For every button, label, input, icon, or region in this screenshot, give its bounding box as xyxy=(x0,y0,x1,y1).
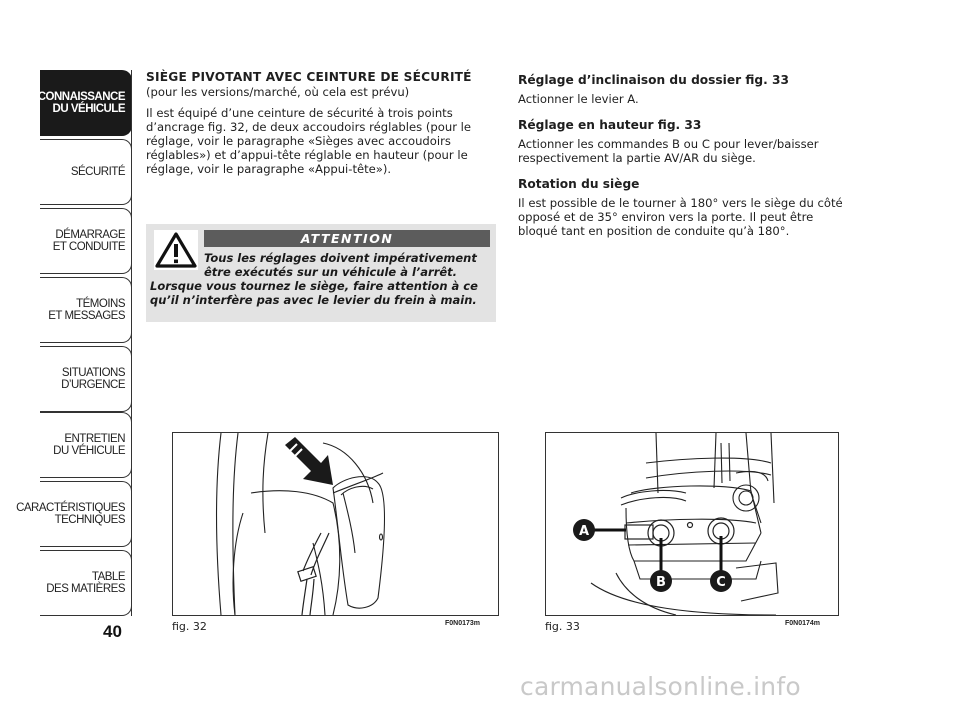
attention-title: ATTENTION xyxy=(204,230,490,247)
tab-caracteristiques-techniques[interactable]: CARACTÉRISTIQUES TECHNIQUES xyxy=(40,481,132,547)
label-c: C xyxy=(716,575,726,590)
heading-hauteur: Réglage en hauteur fig. 33 xyxy=(518,118,702,132)
tab-securite[interactable]: SÉCURITÉ xyxy=(40,139,132,205)
body-hauteur: Actionner les commandes B ou C pour lever/baisser respectivement la partie AV/AR du siège. xyxy=(518,137,819,165)
right-column xyxy=(518,73,854,245)
section-subtitle: (pour les versions/marché, où cela est prévu) xyxy=(146,85,410,99)
tab-demarrage-et-conduite[interactable]: DÉMARRAGE ET CONDUITE xyxy=(40,208,132,274)
figure-32 xyxy=(172,432,499,616)
tab-situations-urgence[interactable]: SITUATIONS D’URGENCE xyxy=(40,346,132,412)
tab-entretien-du-vehicule[interactable]: ENTRETIEN DU VÉHICULE xyxy=(40,412,132,478)
watermark: carmanualsonline.info xyxy=(520,672,801,701)
attention-message xyxy=(150,251,492,307)
page-number: 40 xyxy=(103,622,122,641)
heading-inclinaison: Réglage d’inclinaison du dossier fig. 33 xyxy=(518,73,789,87)
attention-line-2: Lorsque vous tournez le siège, faire attention à ce qu’il n’interfère pas avec le levier du frein à main. xyxy=(150,279,478,307)
figure-33-caption: fig. 33 xyxy=(545,620,580,633)
heading-rotation: Rotation du siège xyxy=(518,177,640,191)
attention-box xyxy=(146,224,496,322)
figure-33 xyxy=(545,432,839,616)
tab-temoins-et-messages[interactable]: TÉMOINS ET MESSAGES xyxy=(40,277,132,343)
tab-connaissance-du-vehicule[interactable]: CONNAISSANCE DU VÉHICULE xyxy=(40,70,132,136)
label-b: B xyxy=(656,575,666,590)
body-inclinaison: Actionner le levier A. xyxy=(518,92,639,106)
figure-33-code: F0N0174m xyxy=(785,620,821,627)
attention-line-1: Tous les réglages doivent impérativement être exécutés sur un véhicule à l’arrêt. xyxy=(204,251,477,279)
sidebar-divider xyxy=(131,70,132,616)
body-rotation: Il est possible de le tourner à 180° vers le siège du côté opposé et de 35° environ vers la porte. Il peut être bloqué tant en position de conduite qu’à 180°. xyxy=(518,196,843,238)
figure-32-caption: fig. 32 xyxy=(172,620,207,633)
seat-belt-illustration xyxy=(173,433,498,615)
section-title: SIÈGE PIVOTANT AVEC CEINTURE DE SÉCURITÉ xyxy=(146,70,472,84)
figure-32-code: F0N0173m xyxy=(445,620,481,627)
tab-table-des-matieres[interactable]: TABLE DES MATIÈRES xyxy=(40,550,132,616)
seat-controls-illustration xyxy=(546,433,838,615)
left-column xyxy=(146,70,498,183)
label-a: A xyxy=(578,524,590,539)
section-body: Il est équipé d’une ceinture de sécurité à trois points d’ancrage fig. 32, de deux accoudoirs réglables (pour le réglage, voir le paragraphe «Sièges avec accoudoirs réglables») et d’appui-tête réglable en hauteur (pour le réglage, voir le paragraphe «Appui-tête»). xyxy=(146,106,471,176)
